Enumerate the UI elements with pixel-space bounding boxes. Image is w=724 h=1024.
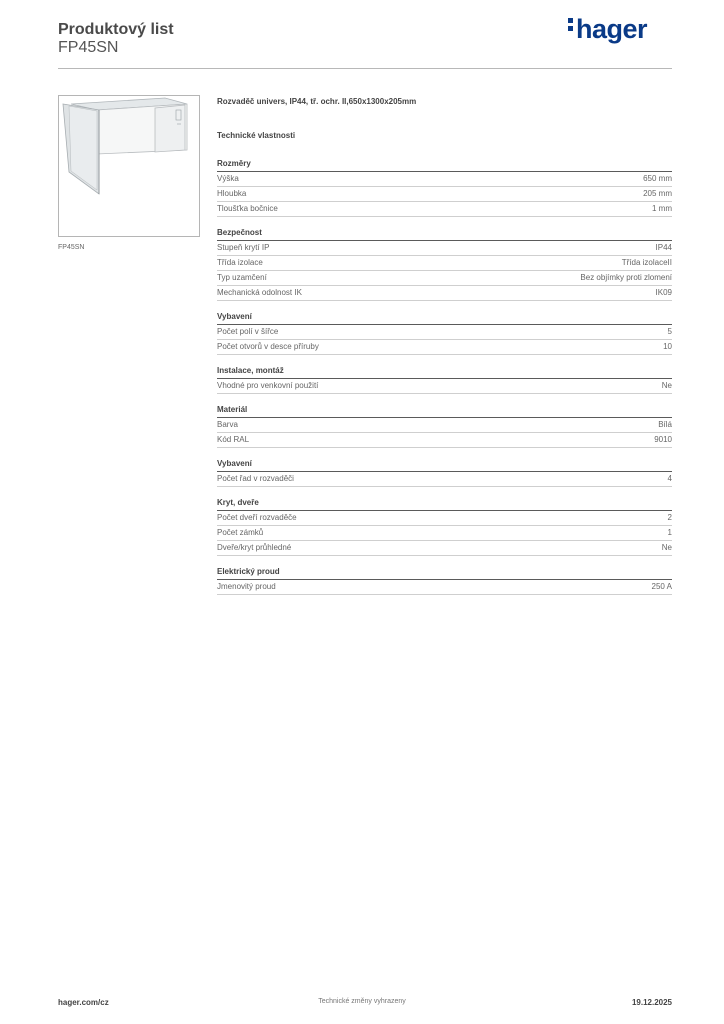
spec-section (217, 310, 672, 355)
spec-row (217, 418, 672, 433)
spec-section (217, 157, 672, 217)
enclosure-illustration (59, 96, 199, 236)
spec-row (217, 526, 672, 541)
spec-row (217, 256, 672, 271)
spec-label: Počet otvorů v desce příruby (217, 342, 319, 351)
footer-date: 19.12.2025 (631, 998, 672, 1007)
section-title: Vybavení (217, 457, 672, 472)
spec-row (217, 286, 672, 301)
spec-value: Bez objímky proti zlomení (580, 273, 672, 282)
spec-row (217, 241, 672, 256)
spec-section (217, 496, 672, 556)
spec-row (217, 340, 672, 355)
spec-label: Počet polí v šířce (217, 327, 279, 336)
product-image (58, 95, 200, 237)
section-title: Kryt, dveře (217, 496, 672, 511)
spec-value: 1 mm (652, 204, 672, 213)
spec-row (217, 580, 672, 595)
spec-label: Třída izolace (217, 258, 263, 267)
section-title: Bezpečnost (217, 226, 672, 241)
logo-dots-icon (568, 18, 573, 34)
spec-value: IK09 (655, 288, 672, 297)
logo-text: hager (576, 14, 648, 44)
spec-label: Výška (217, 174, 239, 183)
spec-row (217, 433, 672, 448)
spec-sections (217, 157, 672, 595)
hager-logo (568, 14, 647, 45)
section-title: Instalace, montáž (217, 364, 672, 379)
spec-value: 4 (667, 474, 672, 483)
spec-label: Počet dveří rozvaděče (217, 513, 297, 522)
footer-notice: Technické změny vyhrazeny (318, 998, 406, 1005)
section-title: Elektrický proud (217, 565, 672, 580)
spec-label: Typ uzamčení (217, 273, 267, 282)
header-divider (58, 68, 672, 69)
section-title: Rozměry (217, 157, 672, 172)
spec-section (217, 364, 672, 394)
spec-label: Hloubka (217, 189, 247, 198)
tech-properties-heading: Technické vlastnosti (217, 131, 296, 140)
spec-value: Třída izolaceII (621, 258, 672, 267)
image-caption: FP45SN (58, 244, 85, 251)
spec-value: 9010 (654, 435, 672, 444)
spec-value: 1 (667, 528, 672, 537)
spec-label: Stupeň krytí IP (217, 243, 270, 252)
spec-row (217, 187, 672, 202)
spec-value: 250 A (651, 582, 672, 591)
spec-row (217, 472, 672, 487)
spec-label: Kód RAL (217, 435, 250, 444)
spec-label: Počet zámků (217, 528, 264, 537)
spec-section (217, 403, 672, 448)
page-title: Produktový list (58, 21, 174, 38)
section-title: Vybavení (217, 310, 672, 325)
spec-value: 5 (667, 327, 672, 336)
spec-row (217, 379, 672, 394)
spec-value: 650 mm (643, 174, 672, 183)
spec-value: Bílá (658, 420, 672, 429)
spec-row (217, 325, 672, 340)
spec-row (217, 511, 672, 526)
spec-value: 205 mm (643, 189, 672, 198)
product-code: FP45SN (58, 39, 119, 56)
footer-website: hager.com/cz (58, 998, 109, 1007)
spec-row (217, 202, 672, 217)
spec-value: 10 (663, 342, 672, 351)
spec-value: Ne (661, 381, 672, 390)
spec-value: IP44 (655, 243, 672, 252)
spec-label: Mechanická odolnost IK (217, 288, 302, 297)
spec-row (217, 541, 672, 556)
product-name: Rozvaděč univers, IP44, tř. ochr. II,650x1300x205mm (217, 97, 417, 106)
spec-row (217, 172, 672, 187)
spec-label: Barva (217, 420, 238, 429)
spec-section (217, 565, 672, 595)
spec-section (217, 457, 672, 487)
spec-content (217, 95, 672, 595)
spec-label: Tloušťka bočnice (217, 204, 278, 213)
section-title: Materiál (217, 403, 672, 418)
spec-section (217, 226, 672, 301)
spec-label: Dveře/kryt průhledné (217, 543, 292, 552)
spec-value: 2 (667, 513, 672, 522)
spec-label: Jmenovitý proud (217, 582, 276, 591)
spec-label: Vhodné pro venkovní použití (217, 381, 319, 390)
spec-row (217, 271, 672, 286)
spec-label: Počet řad v rozvaděči (217, 474, 294, 483)
spec-value: Ne (661, 543, 672, 552)
